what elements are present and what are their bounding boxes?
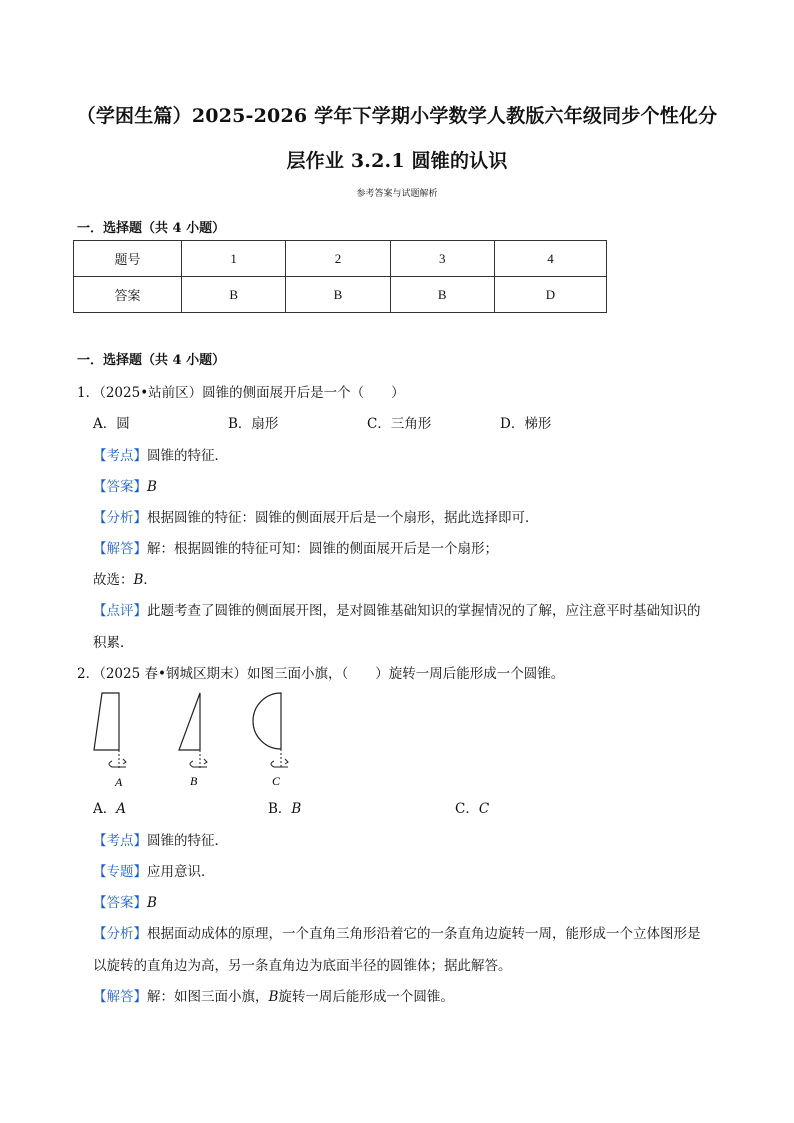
question-1-option-c: C．三角形: [367, 416, 432, 432]
question-2-analysis: 【分析】根据面动成体的原理，一个直角三角形沿着它的一条直角边旋转一周，能形成一个立体图形是: [93, 926, 701, 942]
question-1-comment-cont: 积累．: [93, 635, 134, 651]
flags-figure: [86, 688, 296, 790]
document-subtitle: 参考答案与试题解析: [356, 189, 438, 199]
table-cell: B: [182, 277, 286, 313]
document-title-line1: （学困生篇）2025-2026 学年下学期小学数学人教版六年级同步个性化分: [76, 105, 718, 127]
question-1-kaodian: 【考点】圆锥的特征．: [93, 448, 228, 464]
question-1-answer: 【答案】B: [93, 479, 157, 495]
question-2-analysis-cont: 以旋转的直角边为高，另一条直角边为底面半径的圆锥体；据此解答。: [93, 958, 512, 974]
document-title-line2: 层作业 3.2.1 圆锥的认识: [286, 150, 508, 172]
question-1-analysis: 【分析】根据圆锥的特征：圆锥的侧面展开后是一个扇形，据此选择即可．: [93, 510, 539, 526]
table-row: [74, 241, 607, 277]
question-1-option-b: B．扇形: [228, 416, 279, 432]
question-2-stem: 2．（2025 春•钢城区期末）如图三面小旗，（ ）旋转一周后能形成一个圆锥。: [77, 666, 565, 682]
question-1-option-a: A．圆: [93, 416, 130, 432]
table-cell: B: [390, 277, 494, 313]
table-cell: 2: [286, 241, 390, 277]
table-cell: 答案: [74, 277, 182, 313]
table-cell: 题号: [74, 241, 182, 277]
question-1-comment: 【点评】此题考查了圆锥的侧面展开图，是对圆锥基础知识的掌握情况的了解，应注意平时基础知识的: [93, 603, 701, 619]
table-cell: 4: [494, 241, 606, 277]
table-cell: B: [286, 277, 390, 313]
question-2-option-a: A．A: [93, 801, 126, 817]
question-2-answer: 【答案】B: [93, 895, 157, 911]
table-cell: D: [494, 277, 606, 313]
flag-b-label: B: [190, 774, 198, 788]
answer-summary-table: [73, 240, 607, 313]
table-cell: 1: [182, 241, 286, 277]
question-2-solution: 【解答】解：如图三面小旗，B旋转一周后能形成一个圆锥。: [93, 989, 454, 1005]
section-title-questions: 一．选择题（共 4 小题）: [77, 353, 226, 368]
question-2-zhuanti: 【专题】应用意识．: [93, 864, 215, 880]
section-title-summary: 一．选择题（共 4 小题）: [77, 221, 226, 236]
question-1-solution: 【解答】解：根据圆锥的特征可知：圆锥的侧面展开后是一个扇形；: [93, 541, 498, 557]
flag-a-shape: [94, 693, 126, 768]
question-2-option-c: C．C: [455, 801, 490, 817]
question-1-option-d: D．梯形: [500, 416, 552, 432]
flag-b-shape: [179, 693, 207, 768]
question-2-option-b: B．B: [268, 801, 302, 817]
flag-a-label: A: [115, 775, 123, 789]
question-1-choose: 故选：B．: [93, 572, 157, 588]
table-row: [74, 277, 607, 313]
flag-c-label: C: [272, 774, 281, 788]
question-2-kaodian: 【考点】圆锥的特征．: [93, 833, 228, 849]
flag-c-shape: [253, 693, 288, 768]
table-cell: 3: [390, 241, 494, 277]
question-1-stem: 1．（2025•站前区）圆锥的侧面展开后是一个（ ）: [77, 385, 405, 401]
